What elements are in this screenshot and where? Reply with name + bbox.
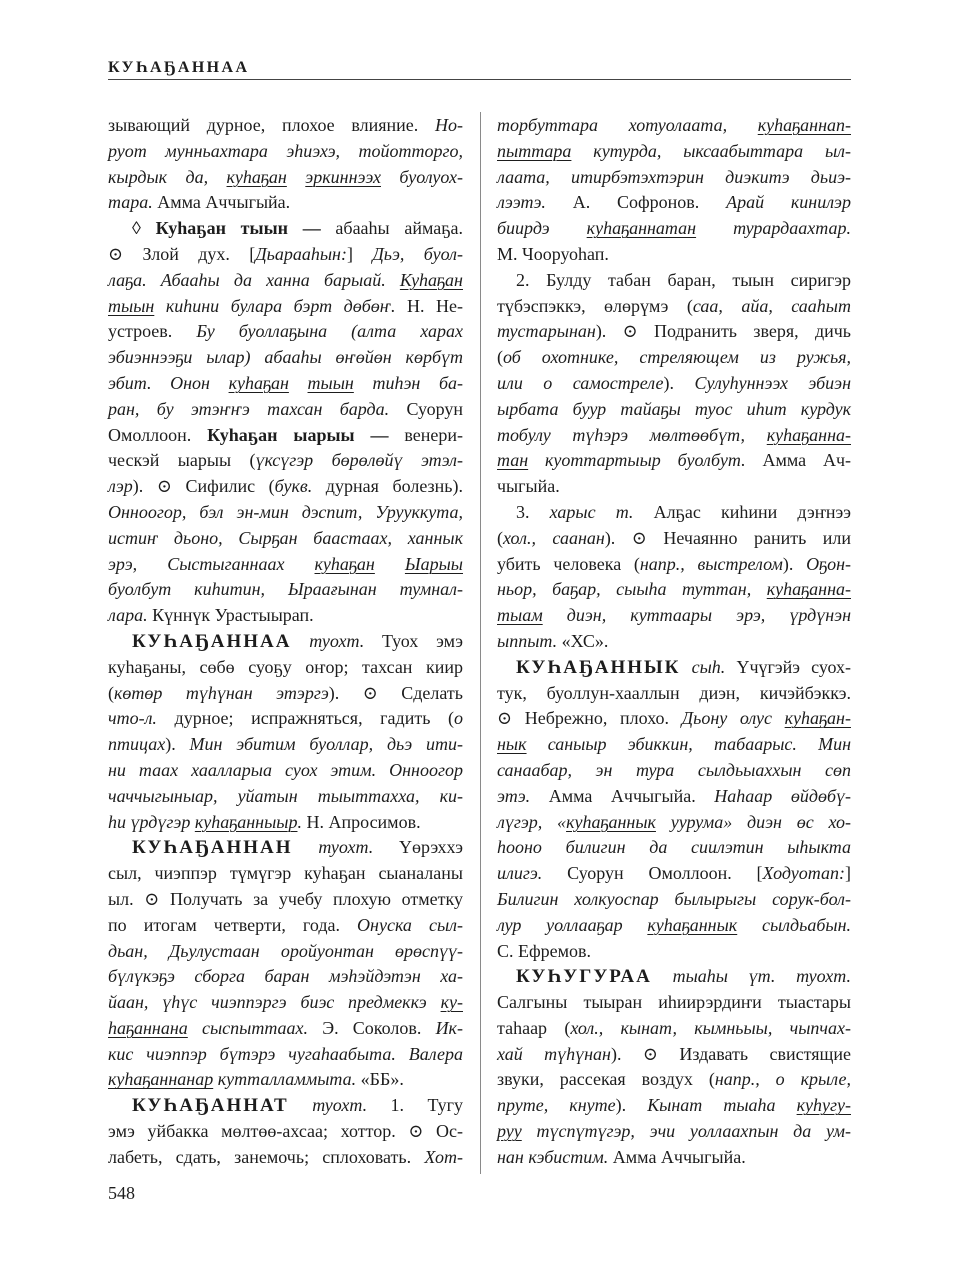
italic-text: буолбут киһитин, Ыраағынан тумнал- xyxy=(108,579,463,600)
dictionary-entry xyxy=(497,964,851,1170)
italic-text: об охотнике, стреляющем из ружья, xyxy=(503,347,851,368)
text-line xyxy=(497,1042,851,1068)
underlined-term: куһаҕаннатан xyxy=(586,218,697,239)
dictionary-entry xyxy=(108,835,463,1093)
column-divider xyxy=(480,112,481,1174)
bold-subentry: Куһаҕан ыарыы — xyxy=(207,424,389,445)
italic-text: киһини булара бэрт дөбөҥ. xyxy=(154,295,396,316)
italic-text: саныыр эбиккин, табаарыс. Мин xyxy=(526,734,851,755)
body-text: Туох эмэ xyxy=(364,630,464,651)
body-text: эмэ уйбакка мөлтөө-ахсаа; хоттор. ⊙ Ос- xyxy=(108,1121,463,1142)
italic-text: илигэ. xyxy=(497,863,543,884)
body-text: ] xyxy=(845,863,851,884)
body-text: ыл. ⊙ Получать за учебу плохую отметку xyxy=(108,888,463,909)
continued-entry-text xyxy=(108,113,463,216)
underlined-term: куһугу- xyxy=(796,1095,851,1116)
body-text: ( xyxy=(497,527,503,548)
body-text: М. Чооруоһап. xyxy=(497,243,609,264)
italic-text: эбит. Онон xyxy=(108,372,229,393)
body-text: ] xyxy=(346,243,373,264)
headword: КУҺАҔАННАН xyxy=(132,837,293,859)
page-number: 548 xyxy=(108,1183,135,1203)
italic-text: Мин эбитим буоллар, дьэ ити- xyxy=(189,734,463,755)
text-line xyxy=(497,526,851,552)
text-line xyxy=(108,784,463,810)
text-line xyxy=(108,448,463,474)
body-text: А. Софронов. xyxy=(545,192,727,213)
body-text: венери- xyxy=(388,424,463,445)
italic-text: Ик- xyxy=(435,1017,463,1038)
underlined-term: тан xyxy=(497,450,529,471)
italic-text: лаата, итирбэтэхтэрин диэкитэ дьиэ- xyxy=(497,166,851,187)
text-line xyxy=(108,758,463,784)
underlined-term: куһаҕаннык xyxy=(647,914,738,935)
underlined-term: эркиннээх xyxy=(305,166,381,187)
italic-text: сыһ. xyxy=(680,656,726,677)
italic-text: үксүгэр бөрөлөйү этэл- xyxy=(255,450,463,471)
text-line xyxy=(108,190,463,216)
body-text: «ББ». xyxy=(356,1069,404,1090)
text-line xyxy=(108,216,463,242)
dictionary-entry xyxy=(108,629,463,835)
text-line xyxy=(108,268,463,294)
italic-text: букв. xyxy=(274,476,313,497)
body-text: зывающий дурное, плохое влияние. xyxy=(108,115,435,135)
italic-text xyxy=(289,373,308,393)
underlined-term: ку- xyxy=(440,992,463,1013)
body-text: Суорун xyxy=(389,398,463,419)
italic-text: Хот- xyxy=(424,1146,463,1167)
italic-text: лэр xyxy=(108,476,133,497)
text-line xyxy=(108,397,463,423)
text-line xyxy=(497,1016,851,1042)
body-text: устроев. xyxy=(108,321,197,342)
italic-text: сылдьабын. xyxy=(737,914,851,935)
body-text: Үөрэххэ xyxy=(373,837,463,858)
text-line xyxy=(497,423,851,449)
italic-text: хай түһүнан xyxy=(497,1043,611,1064)
body-text: сыл, чиэппэр түмүгэр куһаҕан сыаналаны xyxy=(108,863,463,884)
text-line xyxy=(108,242,463,268)
italic-text: нан кэбистим. xyxy=(497,1146,609,1167)
underlined-term: тыын xyxy=(307,372,354,393)
dictionary-entry xyxy=(108,1093,463,1170)
underlined-term: куһаҕаннык xyxy=(566,811,656,832)
text-line xyxy=(497,190,851,216)
italic-text: руот мунньахтара эһиэхэ, тойотторго, xyxy=(108,140,463,161)
italic-text: Оҕон- xyxy=(806,553,851,574)
italic-text: лээтэ. xyxy=(497,192,546,213)
underlined-term: нык xyxy=(497,734,527,755)
body-text: убить человека ( xyxy=(497,553,640,574)
italic-text: Дьону олус xyxy=(681,708,785,729)
italic-text: Сулуһуннээх эбиэн xyxy=(694,372,851,393)
body-text: ◊ xyxy=(132,218,156,239)
italic-text: лара. xyxy=(108,605,148,626)
italic-text: ни таах хаалларыа суох этим. Онноогор xyxy=(108,759,463,780)
italic-text: лүгэр, « xyxy=(497,811,567,832)
italic-text: турардаахтар. xyxy=(696,218,851,239)
text-line xyxy=(497,887,851,913)
text-line xyxy=(108,681,463,707)
text-line xyxy=(108,577,463,603)
text-line xyxy=(497,629,851,655)
text-line xyxy=(497,655,851,681)
body-text: 3. xyxy=(516,501,550,522)
text-line xyxy=(108,165,463,191)
italic-text: Дьарааһын: xyxy=(255,243,347,264)
italic-text: пруте, кнуте xyxy=(497,1095,616,1116)
headword: КУҺАҔАННАА xyxy=(132,630,292,652)
text-line xyxy=(497,913,851,939)
text-line xyxy=(497,345,851,371)
italic-text: лур уоллааҕар xyxy=(497,914,648,935)
text-line xyxy=(108,603,463,629)
text-line xyxy=(497,939,851,965)
text-line xyxy=(497,990,851,1016)
text-line xyxy=(108,964,463,990)
text-line xyxy=(497,603,851,629)
text-line xyxy=(497,216,851,242)
body-text: таһаар ( xyxy=(497,1017,571,1038)
text-line xyxy=(108,913,463,939)
italic-text: . xyxy=(297,811,302,832)
italic-text: Онуска сыл- xyxy=(357,914,463,935)
underlined-term: тыын xyxy=(108,295,155,316)
italic-text: ырбата буур тайаҕы туос иһит курдук xyxy=(497,398,851,419)
text-line xyxy=(108,990,463,1016)
italic-text: этэ. xyxy=(497,785,531,806)
text-line xyxy=(497,139,851,165)
italic-text: туохт. xyxy=(291,630,365,651)
italic-text: бүлүкэҕэ сборга баран мэһэйдэтэн ха- xyxy=(108,966,463,987)
text-line xyxy=(108,1145,463,1171)
text-line xyxy=(497,165,851,191)
body-text: ( xyxy=(108,682,114,703)
body-text: түбэспэккэ, өлөрүмэ ( xyxy=(497,295,693,316)
text-line xyxy=(497,964,851,990)
text-line xyxy=(108,1042,463,1068)
body-text: по итогам четверти, года. xyxy=(108,914,358,935)
underlined-term: куһаҕаннанар xyxy=(108,1069,214,1090)
italic-text: тобулу түһэрэ мөлтөөбүт, xyxy=(497,424,767,445)
body-text: Алҕас киһини дэҥнээ xyxy=(633,501,851,522)
italic-text: торбуттара хотуолаата, xyxy=(497,115,758,135)
text-line xyxy=(497,810,851,836)
italic-text: напр., выстрелом xyxy=(639,553,783,574)
italic-text: диэн, куттаары эрэ, үрдүнэн xyxy=(542,605,851,626)
italic-text: тиһэн ба- xyxy=(353,372,463,393)
italic-text: йаан, үһүс чиэппэргэ биэс предмеккэ xyxy=(108,992,441,1013)
italic-text: кис чиэппэр бүтэрэ чугаһаабыта. Валера xyxy=(108,1043,463,1064)
body-text: ). xyxy=(165,734,190,755)
underlined-term: Куһаҕан xyxy=(399,269,463,290)
text-line xyxy=(108,345,463,371)
body-text: Амма Ач- xyxy=(745,450,851,471)
body-text: дурное; испражняться, гадить ( xyxy=(156,708,454,729)
text-line xyxy=(497,294,851,320)
italic-text: кутурда, ыксаабыттара ыл- xyxy=(571,140,851,161)
italic-text: санаабар, эн тура сылдьыаххын сөп xyxy=(497,759,851,780)
italic-text: туохт. xyxy=(292,837,374,858)
underlined-term: руу xyxy=(497,1121,522,1142)
body-text: тук, буоллун-хааллын диэн, кичэйбэккэ. xyxy=(497,682,851,703)
text-line xyxy=(108,500,463,526)
text-line xyxy=(108,1016,463,1042)
text-line xyxy=(497,835,851,861)
italic-text: ыппыт. xyxy=(497,630,558,651)
header-rule xyxy=(108,79,851,80)
body-text: ). ⊙ Подранить зверя, дичь xyxy=(595,321,851,342)
text-line xyxy=(108,835,463,861)
italic-text: эрэ, Сыстыганнаах xyxy=(108,553,315,574)
body-text: Үчүгэйэ суох- xyxy=(725,656,851,677)
italic-text: эбиэннээҕи ылар) абааһы өҥөйөн көрбүт xyxy=(108,347,463,368)
italic-text xyxy=(287,167,305,187)
headword: КУҺАҔАННЫК xyxy=(516,656,681,678)
italic-text: Наһаар өйдөбү- xyxy=(714,785,851,806)
italic-text: сыспыттаах. xyxy=(187,1017,309,1038)
underlined-term: куһаҕанныыр xyxy=(194,811,298,832)
text-line xyxy=(497,397,851,423)
body-text: ). ⊙ Нечаянно ранить или xyxy=(604,527,852,548)
italic-text: Билигин холкуоспар былырыгы сорук-бол- xyxy=(497,888,851,909)
body-text: ). ⊙ Сифилис ( xyxy=(132,476,275,497)
body-text: ). ⊙ Сделать xyxy=(328,682,463,703)
text-line xyxy=(108,423,463,449)
body-text: Э. Соколов. xyxy=(308,1017,436,1038)
text-line xyxy=(108,732,463,758)
headword: КУҺАҔАННАТ xyxy=(132,1095,289,1117)
text-line xyxy=(108,552,463,578)
body-text: 2. Булду табан баран, тыын сиригэр xyxy=(516,269,851,290)
body-text: «ХС». xyxy=(557,630,609,651)
body-text: ). xyxy=(615,1095,648,1116)
body-text: ). ⊙ Издавать свистящие xyxy=(611,1043,851,1064)
text-line xyxy=(108,139,463,165)
dictionary-entry xyxy=(497,268,851,500)
italic-text: уурума» диэн өс хо- xyxy=(655,811,851,832)
body-text: Омоллоон. xyxy=(108,424,208,445)
body-text: ( xyxy=(497,347,503,368)
text-line xyxy=(497,784,851,810)
right-column xyxy=(497,113,851,1171)
text-line xyxy=(108,1119,463,1145)
dictionary-entry xyxy=(108,216,463,629)
body-text: ⊙ Небрежно, плохо. xyxy=(497,708,682,729)
text-line xyxy=(108,371,463,397)
underlined-term: куһаҕанна- xyxy=(766,424,851,445)
underlined-term: Ыарыы xyxy=(404,553,463,574)
body-text: Салгыны тыыран иһиирэрдиҥи тыастары xyxy=(497,992,851,1013)
body-text: чыгыйа. xyxy=(497,476,560,497)
italic-text: чаччыгыныар, уйатын тыыттахха, ки- xyxy=(108,785,463,806)
text-line xyxy=(497,1093,851,1119)
body-text: 1. Тугу xyxy=(367,1095,464,1116)
text-line xyxy=(108,1093,463,1119)
italic-text: о xyxy=(454,708,463,729)
dictionary-entry xyxy=(497,500,851,655)
body-text: лабеть, сдать, занемочь; сплоховать. xyxy=(108,1146,425,1167)
body-text: абааһы аймаҕа. xyxy=(320,218,463,239)
body-text: Н. Апросимов. xyxy=(301,811,421,832)
italic-text: түспүтүгэр, эчи уоллаахпын да ум- xyxy=(521,1121,851,1142)
body-text: звуки, рассекая воздух ( xyxy=(497,1069,715,1090)
body-text: Н. Не- xyxy=(395,295,463,316)
italic-text: Онноогор, бэл эн-мин дэспит, Урууккута, xyxy=(108,501,463,522)
text-line xyxy=(497,732,851,758)
underlined-term: куһаҕанна- xyxy=(766,579,851,600)
body-text: ⊙ Злой дух. [ xyxy=(108,243,256,264)
italic-text: Кынат тыаһа xyxy=(647,1095,797,1116)
running-head: КУҺАҔАННАА xyxy=(108,59,250,76)
body-text: Суорун Омоллоон. [ xyxy=(542,863,763,884)
italic-text: птицах xyxy=(108,734,166,755)
italic-text: Бу буоллаҕына (алта харах xyxy=(196,321,463,342)
italic-text: буолуох- xyxy=(381,166,463,187)
underlined-term: куһаҕаннап- xyxy=(757,115,851,135)
text-line xyxy=(497,577,851,603)
italic-text: лаҕа. Абааһы да ханна барыай. xyxy=(108,269,400,290)
italic-text: харыс т. xyxy=(549,501,634,522)
text-line xyxy=(497,758,851,784)
body-text: Амма Аччыгыйа. xyxy=(152,192,291,213)
italic-text: Арай кинилэр xyxy=(726,192,851,213)
text-line xyxy=(497,319,851,345)
headword: КУҺУГУРАА xyxy=(516,966,652,988)
italic-text: тустарынан xyxy=(497,321,596,342)
text-line xyxy=(497,448,851,474)
text-line xyxy=(108,474,463,500)
text-line xyxy=(497,500,851,526)
text-line xyxy=(497,1067,851,1093)
text-line xyxy=(108,810,463,836)
body-text: куһаҕаны, сөбө суоҕу оҥор; тахсан киир xyxy=(108,656,463,677)
text-line xyxy=(108,113,463,139)
italic-text: Дьэ, буол- xyxy=(372,243,463,264)
text-line xyxy=(108,319,463,345)
left-column xyxy=(108,113,463,1171)
text-line xyxy=(108,629,463,655)
italic-text: напр., о крыле, xyxy=(714,1069,851,1090)
underlined-term: куһаҕан xyxy=(314,553,375,574)
italic-text: что-л. xyxy=(108,708,157,729)
italic-text: истиҥ дьоно, Сырҕан баастаах, ханнык xyxy=(108,527,463,548)
italic-text: биирдэ xyxy=(497,218,587,239)
body-text: С. Ефремов. xyxy=(497,940,592,961)
text-line xyxy=(497,681,851,707)
underlined-term: һаҕаннана xyxy=(108,1017,188,1038)
body-text: Амма Аччыгыйа. xyxy=(530,785,715,806)
underlined-term: куһаҕан xyxy=(226,166,287,187)
text-line xyxy=(108,861,463,887)
text-line xyxy=(108,294,463,320)
text-line xyxy=(497,1119,851,1145)
underlined-term: куһаҕан- xyxy=(784,708,851,729)
italic-text: Но- xyxy=(435,115,463,135)
italic-text: ньор, баҕар, сыыһа туттан, xyxy=(497,579,767,600)
text-line xyxy=(108,939,463,965)
body-text: ). xyxy=(782,553,807,574)
text-line xyxy=(497,371,851,397)
italic-text: һооно билигин да сиилэтин ыһыкта xyxy=(497,837,851,858)
underlined-term: тыам xyxy=(497,605,543,626)
italic-text: Ходуотап: xyxy=(762,863,845,884)
italic-text: көтөр түһүнан этэргэ xyxy=(114,682,329,703)
italic-text: кырдык да, xyxy=(108,166,227,187)
text-line xyxy=(497,706,851,732)
body-text: Күннүк Урастыырап. xyxy=(147,605,314,626)
body-text: ческэй ыарыы ( xyxy=(108,450,256,471)
underlined-term: куһаҕан xyxy=(228,372,289,393)
body-text: Амма Аччыгыйа. xyxy=(608,1146,746,1167)
bold-subentry: Куһаҕан тыын — xyxy=(155,218,321,239)
italic-text: тыаһы үт. туохт. xyxy=(651,966,851,987)
continued-entry-text xyxy=(497,113,851,268)
dictionary-entry xyxy=(497,655,851,965)
text-line xyxy=(497,242,851,268)
italic-text: туохт. xyxy=(288,1095,368,1116)
text-line xyxy=(497,268,851,294)
text-line xyxy=(497,861,851,887)
italic-text: һи үрдүгэр xyxy=(108,811,195,832)
italic-text: хол., саанан xyxy=(503,527,605,548)
text-line xyxy=(497,552,851,578)
text-line xyxy=(108,706,463,732)
italic-text: ран, бу этэҥҥэ тахсан барда. xyxy=(108,398,390,419)
italic-text: кутталламмыта. xyxy=(213,1069,357,1090)
text-line xyxy=(108,887,463,913)
text-line xyxy=(108,655,463,681)
body-text: ). xyxy=(663,372,695,393)
italic-text: тара. xyxy=(108,192,153,213)
italic-text: саа, айа, сааһыт xyxy=(692,295,851,316)
italic-text: куоттартыыр буолбут. xyxy=(528,450,746,471)
italic-text: или о самостреле xyxy=(497,372,664,393)
text-line xyxy=(497,474,851,500)
underlined-term: пыттара xyxy=(497,140,572,161)
text-line xyxy=(108,526,463,552)
italic-text xyxy=(375,554,405,574)
text-line xyxy=(497,113,851,139)
italic-text: хол., кынат, кымньыы, чыпчах- xyxy=(570,1017,851,1038)
text-line xyxy=(497,1145,851,1171)
body-text: дурная болезнь). xyxy=(312,476,464,497)
text-line xyxy=(108,1067,463,1093)
italic-text: дьан, Дьулустаан оройуонтан өрөспүү- xyxy=(108,940,463,961)
